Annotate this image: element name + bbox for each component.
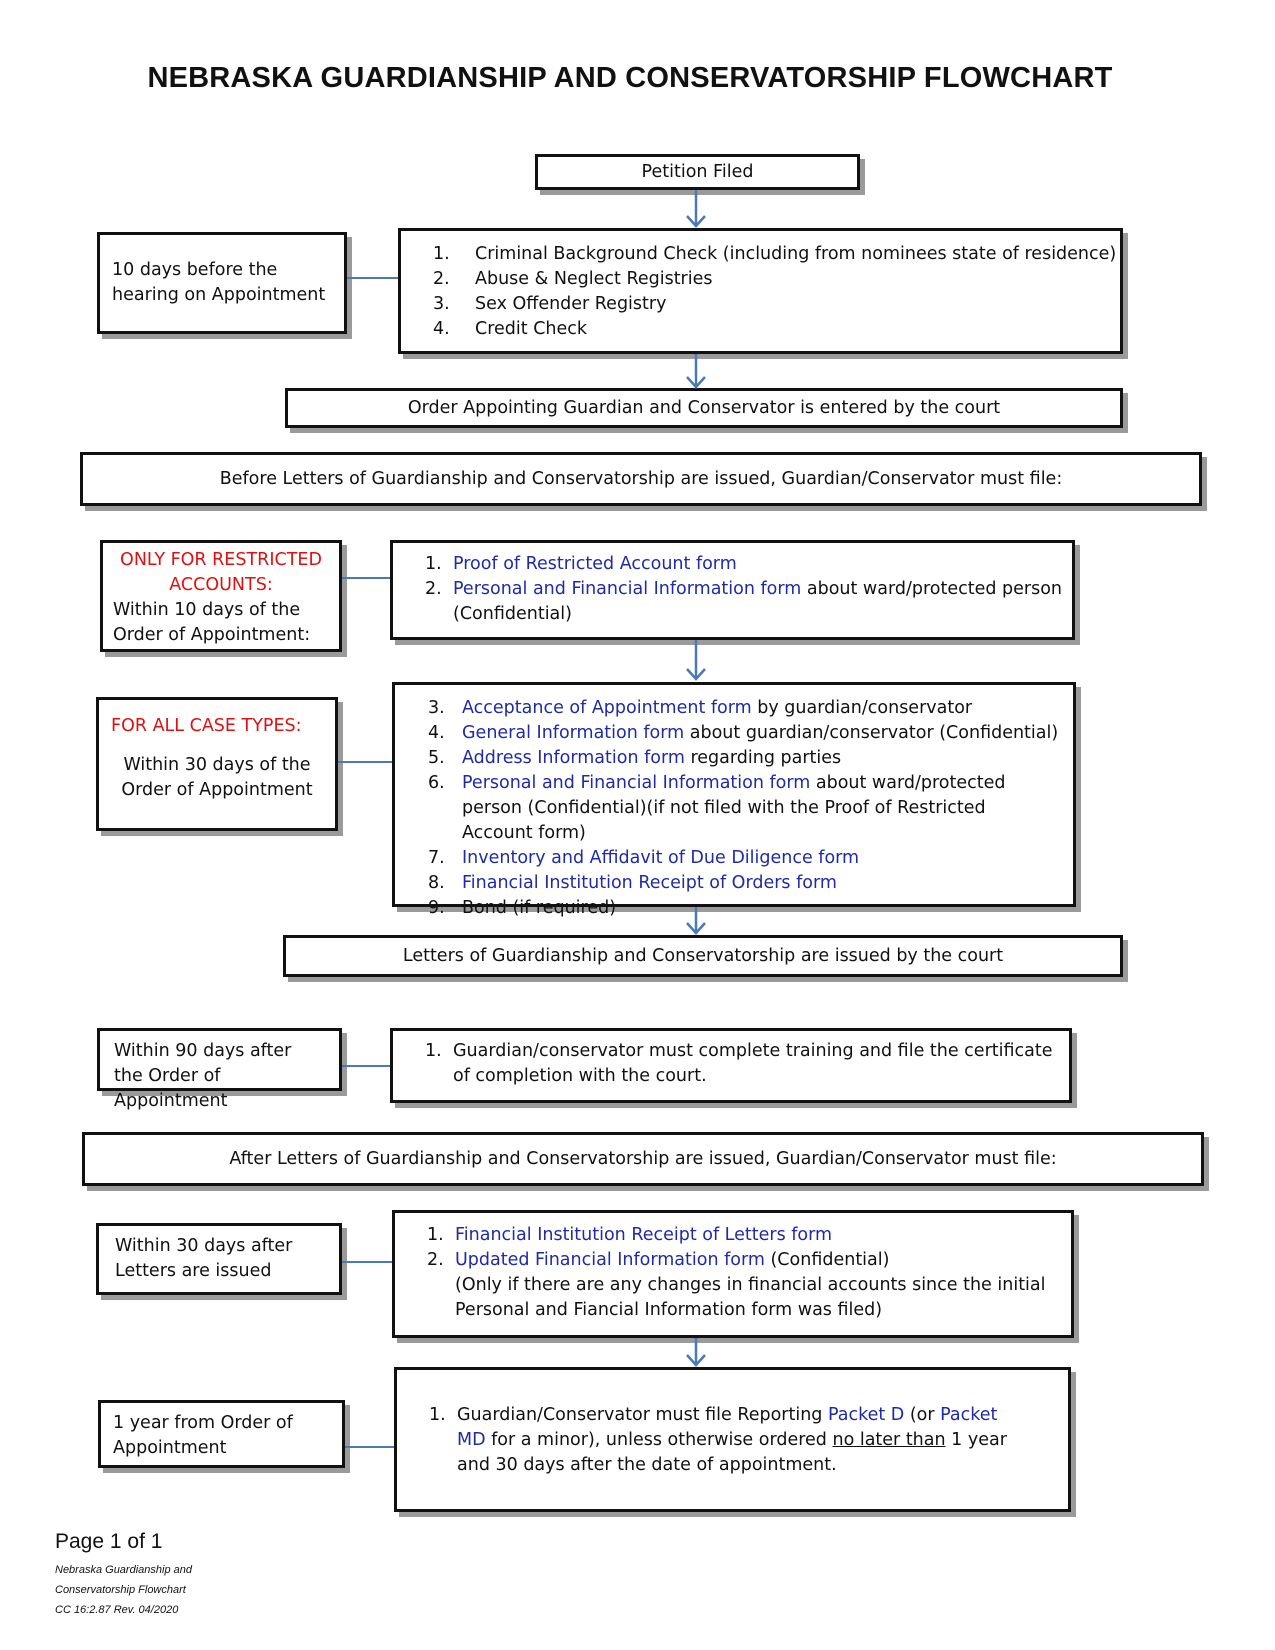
packet-md-link[interactable]: Packet MD xyxy=(457,1405,998,1450)
all-cases-forms-box xyxy=(392,682,1076,918)
list-item: 3. Acceptance of Appointment form by guardian/conservator xyxy=(428,698,973,718)
background-checks-box xyxy=(398,228,1123,354)
background-checks-list xyxy=(433,242,1120,342)
restricted-timing-label: Within 10 days of the Order of Appointment: xyxy=(113,600,311,645)
financial-receipt-letters-link[interactable]: Financial Institution Receipt of Letters form xyxy=(455,1225,833,1245)
letters-issued-box xyxy=(283,935,1123,977)
list-item: 1. Guardian/conservator must complete training and file the certificate of completion with the court. xyxy=(425,1041,1053,1086)
all-cases-heading: FOR ALL CASE TYPES: xyxy=(111,716,302,736)
training-timing-label: Within 90 days after the Order of Appointment xyxy=(114,1041,292,1111)
general-information-link[interactable]: General Information form xyxy=(462,723,685,743)
personal-financial-info-link-2[interactable]: Personal and Financial Information form xyxy=(462,773,811,793)
list-item: 5. Address Information form regarding parties xyxy=(428,748,842,768)
down-arrow-icon xyxy=(683,907,709,936)
personal-financial-info-link[interactable]: Personal and Financial Information form xyxy=(453,579,802,599)
list-item: 9. Bond (if required) xyxy=(428,898,617,918)
all-cases-timing-label: Within 30 days of the Order of Appointment xyxy=(121,755,313,800)
connector-line xyxy=(338,761,392,763)
footer-line-3: CC 16:2.87 Rev. 04/2020 xyxy=(55,1604,179,1616)
after30-timing-box xyxy=(96,1223,342,1295)
after-letters-label: After Letters of Guardianship and Conservatorship are issued, Guardian/Conservator must file: xyxy=(229,1148,1057,1169)
updated-financial-info-link[interactable]: Updated Financial Information form xyxy=(455,1250,765,1270)
list-item: 2. Abuse & Neglect Registries xyxy=(433,269,713,289)
connector-line xyxy=(342,1065,390,1067)
after-letters-banner xyxy=(82,1132,1204,1186)
address-information-link[interactable]: Address Information form xyxy=(462,748,685,768)
petition-filed-label: Petition Filed xyxy=(641,161,754,182)
connector-line xyxy=(347,277,398,279)
one-year-timing-label: 1 year from Order of Appointment xyxy=(113,1413,293,1458)
checks-timing-label: 10 days before the hearing on Appointment xyxy=(112,260,326,305)
inventory-affidavit-link[interactable]: Inventory and Affidavit of Due Diligence form xyxy=(462,848,860,868)
all-cases-timing-box xyxy=(96,697,338,831)
list-item: 1. Proof of Restricted Account form xyxy=(425,552,1072,577)
one-year-timing-box xyxy=(98,1400,345,1468)
list-item: 2. Personal and Financial Information form about ward/protected person (Confidential) xyxy=(425,579,1063,624)
after30-forms-box xyxy=(392,1210,1074,1338)
restricted-forms-box xyxy=(390,540,1075,640)
list-item: 1. Guardian/Conservator must file Reporting Packet D (or Packet MD for a minor), unless otherwise ordered no later than 1 year and 30 days after the date of appointment. xyxy=(429,1405,1007,1475)
list-item: 4. Credit Check xyxy=(433,319,588,339)
acceptance-appointment-link[interactable]: Acceptance of Appointment form xyxy=(462,698,752,718)
financial-receipt-orders-link[interactable]: Financial Institution Receipt of Orders form xyxy=(462,873,837,893)
order-appointing-label: Order Appointing Guardian and Conservator is entered by the court xyxy=(407,397,1001,418)
list-item: 1. Financial Institution Receipt of Letters form xyxy=(427,1223,1057,1248)
training-timing-box xyxy=(97,1028,342,1111)
page-number: Page 1 of 1 xyxy=(55,1530,163,1553)
connector-line xyxy=(342,577,390,579)
petition-filed-box xyxy=(535,154,860,190)
checks-timing-box xyxy=(97,232,347,334)
footer-line-2: Conservatorship Flowchart xyxy=(55,1584,186,1596)
order-appointing-box xyxy=(285,388,1123,428)
down-arrow-icon xyxy=(683,190,709,230)
footer-line-1: Nebraska Guardianship and xyxy=(55,1564,192,1576)
list-item: 2. Updated Financial Information form (Confidential) xyxy=(427,1250,890,1270)
letters-issued-label: Letters of Guardianship and Conservatorship are issued by the court xyxy=(402,945,1004,966)
connector-line xyxy=(345,1446,394,1448)
list-item: 1. Criminal Background Check (including from nominees state of residence) xyxy=(433,244,1117,264)
training-box xyxy=(390,1028,1072,1103)
list-item: 8. Financial Institution Receipt of Orders form xyxy=(428,873,837,893)
page-title: NEBRASKA GUARDIANSHIP AND CONSERVATORSHIP FLOWCHART xyxy=(147,62,1113,94)
packet-d-link[interactable]: Packet D xyxy=(827,1405,905,1425)
down-arrow-icon xyxy=(683,640,709,682)
before-letters-label: Before Letters of Guardianship and Conservatorship are issued, Guardian/Conservator must file: xyxy=(219,468,1063,489)
list-item: 7. Inventory and Affidavit of Due Diligence form xyxy=(428,848,860,868)
down-arrow-icon xyxy=(683,354,709,390)
before-letters-banner xyxy=(80,452,1202,506)
list-item: 4. General Information form about guardian/conservator (Confidential) xyxy=(428,723,1059,743)
restricted-timing-box xyxy=(100,540,342,652)
one-year-report-box xyxy=(394,1367,1071,1512)
proof-restricted-account-link[interactable]: Proof of Restricted Account form xyxy=(453,554,737,574)
down-arrow-icon xyxy=(683,1338,709,1368)
list-item: 3. Sex Offender Registry xyxy=(433,294,667,314)
restricted-heading: ONLY FOR RESTRICTED ACCOUNTS: xyxy=(120,550,322,595)
after30-note: (Only if there are any changes in financial accounts since the initial Personal and Fiancial Information form was filed) xyxy=(455,1275,1046,1320)
list-item: 6. Personal and Financial Information form about ward/protected person (Confidential)(if not filed with the Proof of Restricted Account form) xyxy=(428,773,1006,843)
after30-timing-label: Within 30 days after Letters are issued xyxy=(115,1236,293,1281)
connector-line xyxy=(342,1261,392,1263)
